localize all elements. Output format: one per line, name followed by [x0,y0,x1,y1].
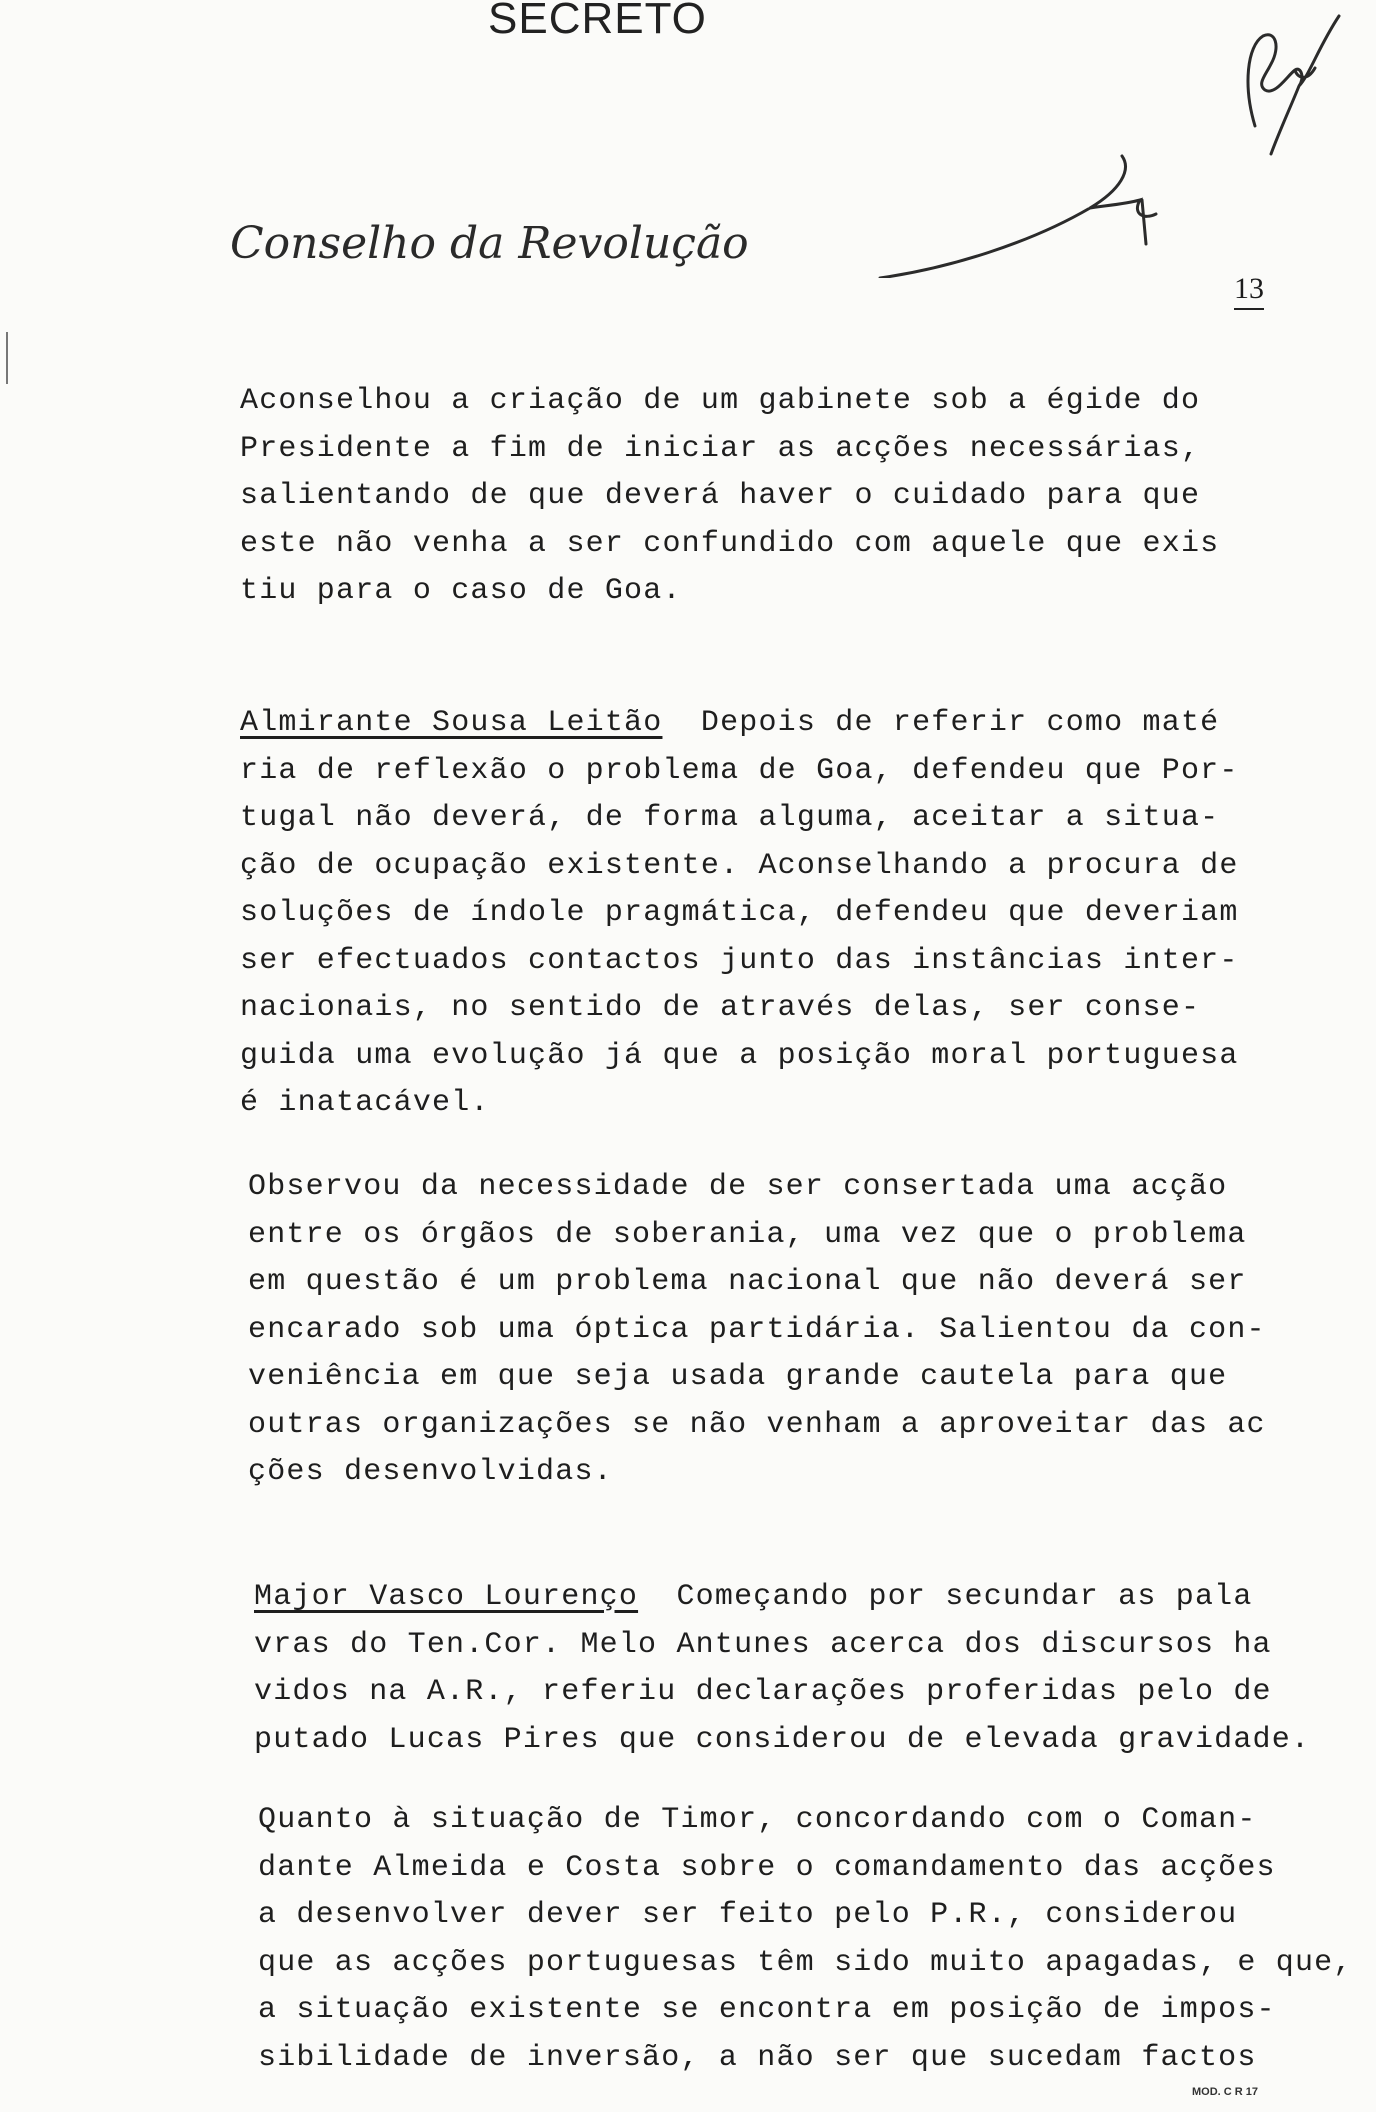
paragraph-3 [248,1164,1266,1497]
paragraph-text: Quanto à situação de Timor, concordando com o Coman- dante Almeida e Costa sobre o comandamento das acções a desenvolver dever ser feito pelo P.R., considerou que as acções portuguesas têm sido muito apagadas, e que, a situação existente se encontra em posição de impos- sibilidade de inversão, a não ser que sucedam factos [258,1803,1353,2075]
handwritten-flourish-icon [870,148,1190,278]
paragraph-5 [258,1797,1353,2082]
handwritten-signature-icon [1235,6,1345,156]
paragraph-1 [240,378,1219,616]
letterhead-title: Conselho da Revolução [230,218,749,269]
paragraph-2 [240,700,1239,1128]
paragraph-text: Aconselhou a criação de um gabinete sob a égide do Presidente a fim de iniciar as acções necessárias, salientando de que deverá haver o cuidado para que este não venha a ser confundido com aquele que exis tiu para o caso de Goa. [240,384,1220,608]
paragraph-text: Observou da necessidade de ser consertada uma acção entre os órgãos de soberania, uma vez que o problema em questão é um problema nacional que não deverá ser encarado sob uma óptica partidária. Salientou da con- veniência em que seja usada grande cautela para que outras organizações se não venham a aproveitar das ac ções desenvolvidas. [248,1170,1266,1489]
paragraph-4 [254,1574,1310,1764]
page-number: 13 [1234,272,1264,310]
form-reference: MOD. C R 17 [1192,2086,1259,2098]
classification-stamp: SECRETO [488,0,707,43]
speaker-name: Major Vasco Lourenço [254,1580,639,1614]
speaker-name: Almirante Sousa Leitão [240,706,663,740]
paragraph-text: Começando por secundar as pala vras do Ten.Cor. Melo Antunes acerca dos discursos ha vidos na A.R., referiu declarações proferidas pelo de putado Lucas Pires que considerou de elevada gravidade. [254,1580,1311,1757]
paragraph-text: Depois de referir como maté ria de reflexão o problema de Goa, defendeu que Por- tugal não deverá, de forma alguma, aceitar a situa- ção de ocupação existente. Aconselhando a procura de soluções de índole pragmática, defendeu que deveriam ser efectuados contactos junto das instâncias inter- nacionais, no sentido de através delas, ser conse- guida uma evolução já que a posição moral portuguesa é inatacável. [240,706,1239,1120]
margin-mark [6,332,8,384]
